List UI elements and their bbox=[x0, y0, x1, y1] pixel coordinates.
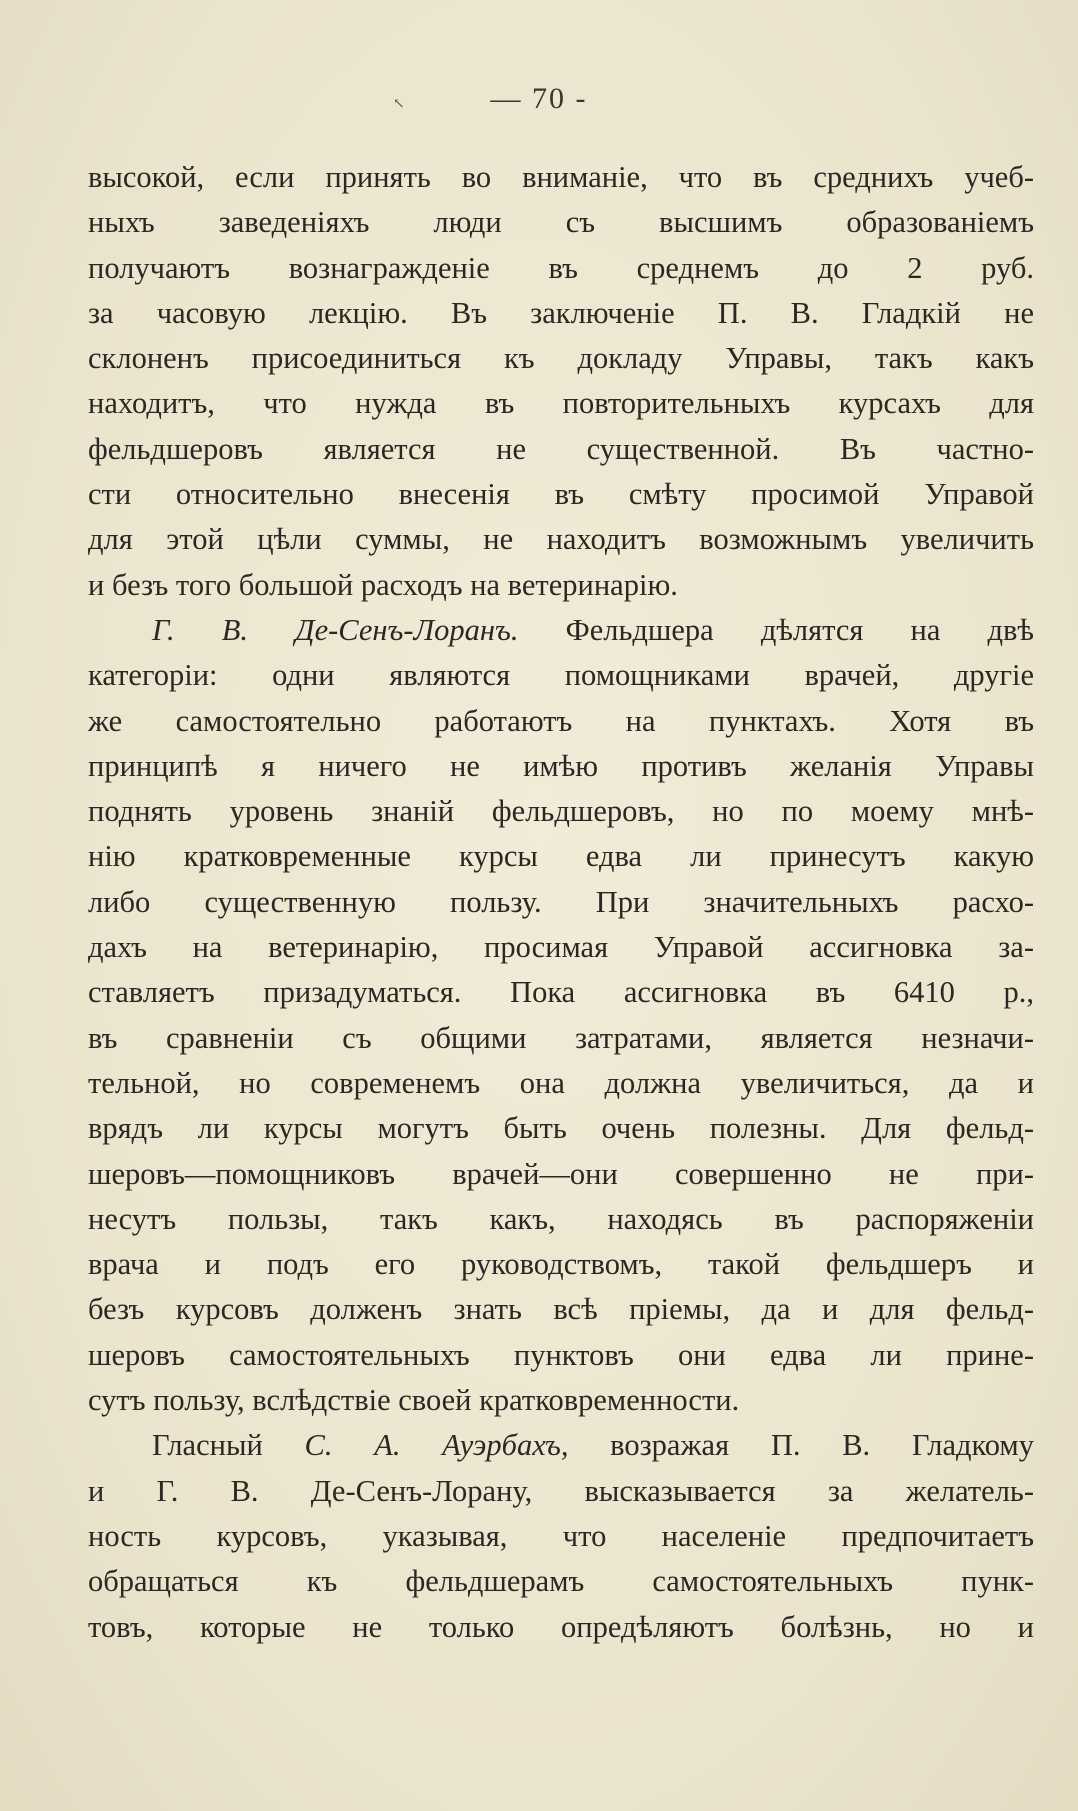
speaker-name: С. А. Ауэрбахъ, bbox=[304, 1428, 569, 1463]
text-line: безъ курсовъ долженъ знать всѣ пріемы, да и для фельд- bbox=[88, 1292, 1034, 1327]
text-line: дахъ на ветеринарію, просимая Управой ассигновка за- bbox=[88, 930, 1034, 965]
text-line: нію кратковременные курсы едва ли принесутъ какую bbox=[88, 839, 1034, 874]
text-line: тельной, но современемъ она должна увеличиться, да и bbox=[88, 1065, 1034, 1100]
text-line: обращаться къ фельдшерамъ самостоятельныхъ пунк- bbox=[88, 1564, 1034, 1599]
margin-mark: ↖ bbox=[393, 97, 405, 112]
text-run: Гласный bbox=[152, 1428, 305, 1463]
text-line: шеровъ—помощниковъ врачей—они совершенно не при- bbox=[88, 1156, 1034, 1191]
text-run: Фельдшера дѣлятся на двѣ bbox=[518, 612, 1034, 647]
paragraph-start bbox=[88, 608, 1034, 653]
text-line: сутъ пользу, вслѣдствіе своей кратковременности. bbox=[88, 1383, 740, 1418]
text-line: врядъ ли курсы могутъ быть очень полезны. Для фельд- bbox=[88, 1111, 1034, 1146]
text-line: категоріи: одни являются помощниками врачей, другіе bbox=[88, 658, 1034, 693]
text-line: врача и подъ его руководствомъ, такой фельдшеръ и bbox=[88, 1247, 1034, 1282]
text-line: за часовую лекцію. Въ заключеніе П. В. Гладкій не bbox=[88, 295, 1034, 330]
body-text bbox=[88, 155, 1034, 1650]
text-line: склоненъ присоединиться къ докладу Управы, такъ какъ bbox=[88, 341, 1034, 376]
text-run: возражая П. В. Гладкому bbox=[568, 1428, 1034, 1463]
text-line: товъ, которые не только опредѣляютъ болѣзнь, но и bbox=[88, 1609, 1034, 1644]
text-line: ность курсовъ, указывая, что населеніе предпочитаетъ bbox=[88, 1518, 1034, 1553]
text-line: ныхъ заведеніяхъ люди съ высшимъ образованіемъ bbox=[88, 205, 1034, 240]
text-line: несутъ пользы, такъ какъ, находясь въ распоряженіи bbox=[88, 1201, 1034, 1236]
text-line: же самостоятельно работаютъ на пунктахъ. Хотя въ bbox=[88, 703, 1034, 738]
text-line: высокой, если принять во вниманіе, что въ среднихъ учеб- bbox=[88, 160, 1034, 194]
text-line: шеровъ самостоятельныхъ пунктовъ они едва ли прине- bbox=[88, 1337, 1034, 1372]
page-number: — 70 - bbox=[490, 82, 588, 115]
paragraph-start bbox=[88, 1423, 1034, 1468]
text-line: получаютъ вознагражденіе въ среднемъ до 2 руб. bbox=[88, 250, 1034, 285]
text-line: и безъ того большой расходъ на ветеринарію. bbox=[88, 567, 678, 602]
text-line: принципѣ я ничего не имѣю противъ желанія Управы bbox=[88, 748, 1034, 783]
text-line: сти относительно внесенія въ смѣту просимой Управой bbox=[88, 477, 1034, 512]
text-line: въ сравненіи съ общими затратами, является незначи- bbox=[88, 1020, 1034, 1055]
text-line: и Г. В. Де-Сенъ-Лорану, высказывается за желатель- bbox=[88, 1473, 1034, 1508]
text-line: находитъ, что нужда въ повторительныхъ курсахъ для bbox=[88, 386, 1034, 421]
text-line: поднять уровень знаній фельдшеровъ, но по моему мнѣ- bbox=[88, 794, 1034, 829]
speaker-name: Г. В. Де-Сенъ-Лоранъ. bbox=[152, 612, 519, 647]
text-line: фельдшеровъ является не существенной. Въ частно- bbox=[88, 431, 1034, 466]
text-line: для этой цѣли суммы, не находитъ возможнымъ увеличить bbox=[88, 522, 1034, 557]
text-line: либо существенную пользу. При значительныхъ расхо- bbox=[88, 884, 1034, 919]
text-line: ставляетъ призадуматься. Пока ассигновка въ 6410 р., bbox=[88, 975, 1034, 1010]
